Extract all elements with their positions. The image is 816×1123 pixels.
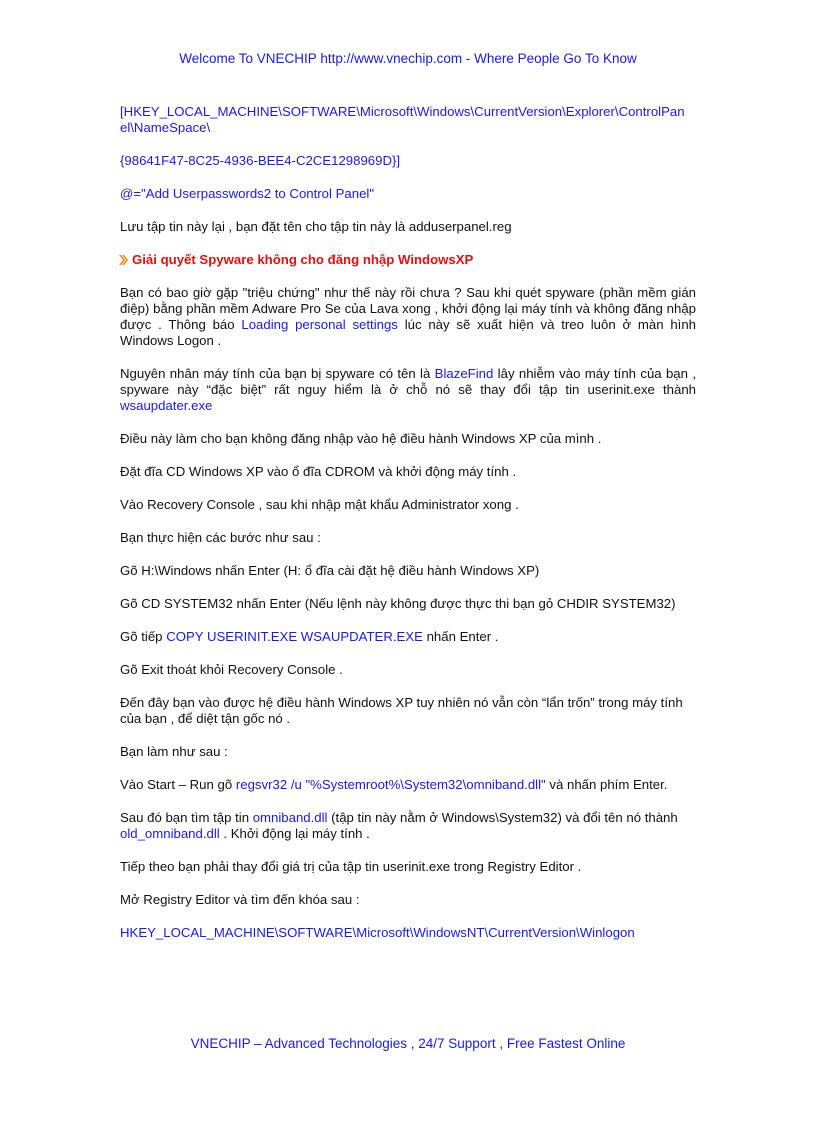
intro-text-2: lúc này sẽ xuất hiện và treo luôn ở màn hình Windows Logon . <box>120 317 696 348</box>
blazefind-link[interactable]: BlazeFind <box>434 366 494 381</box>
old-omniband-dll-link[interactable]: old_omniband.dll <box>120 826 220 841</box>
winlogon-key-link[interactable]: HKEY_LOCAL_MACHINE\SOFTWARE\Microsoft\WindowsNT\CurrentVersion\Winlogon <box>120 925 635 940</box>
rename-text-2: (tập tin này nằm ở Windows\System32) và đổi tên nó thành <box>327 810 678 825</box>
change-value-paragraph: Tiếp theo bạn phải thay đổi giá trị của tập tin userinit.exe trong Registry Editor . <box>120 859 582 874</box>
step-3-text-2: nhấn Enter . <box>422 629 499 644</box>
regsvr32-command-link[interactable]: regsvr32 /u "%Systemroot%\System32\omniband.dll" <box>235 777 546 792</box>
step-3-text-1: Gõ tiếp <box>120 629 167 644</box>
double-chevron-right-icon <box>119 254 129 266</box>
intro-text-1: Bạn có bao giờ gặp "triệu chứng" như thế này rồi chưa ? Sau khi quét spyware (phần mềm gián điệp) bằng phần mềm Adware Pro Se của Lava xong , khởi động lại máy tính và không đăng nhập được . Thông báo <box>120 285 696 332</box>
registry-key-controlpanel <box>120 104 696 136</box>
step-1: Gõ H:\Windows nhấn Enter (H: ổ đĩa cài đặt hệ điều hành Windows XP) <box>120 563 540 578</box>
registry-key-line-1: [HKEY_LOCAL_MACHINE\SOFTWARE\Microsoft\Windows\CurrentVersion\Explorer\ControlPan <box>120 104 685 119</box>
registry-guid: {98641F47-8C25-4936-BEE4-C2CE1298969D}] <box>120 153 401 168</box>
document-body <box>120 104 696 958</box>
page-footer: VNECHIP – Advanced Technologies , 24/7 Support , Free Fastest Online <box>190 1036 626 1051</box>
omniband-dll-link[interactable]: omniband.dll <box>252 810 328 825</box>
run-step <box>120 777 696 793</box>
steps-intro: Bạn thực hiện các bước như sau : <box>120 530 321 545</box>
intro-paragraph <box>120 285 696 349</box>
consequence-paragraph: Điều này làm cho bạn không đăng nhập vào hệ điều hành Windows XP của mình . <box>120 431 602 446</box>
page-header: Welcome To VNECHIP http://www.vnechip.com - Where People Go To Know <box>179 51 637 66</box>
section-heading-text: Giải quyết Spyware không cho đăng nhập WindowsXP <box>132 252 474 267</box>
open-regedit-paragraph: Mở Registry Editor và tìm đến khóa sau : <box>120 892 360 907</box>
do-as-follows: Bạn làm như sau : <box>120 744 228 759</box>
step-recovery-console: Vào Recovery Console , sau khi nhập mật khẩu Administrator xong . <box>120 497 519 512</box>
rename-text-1: Sau đó bạn tìm tập tin <box>120 810 253 825</box>
registry-default-value: @="Add Userpasswords2 to Control Panel" <box>120 186 375 201</box>
cause-paragraph <box>120 366 696 414</box>
section-heading <box>120 252 696 268</box>
cause-text-2: lây nhiễm vào máy tính của bạn , spyware này “đặc biệt” rất nguy hiểm là ở chỗ nó sẽ thay đổi tập tin userinit.exe thành <box>120 366 696 397</box>
run-step-text-1: Vào Start – Run gõ <box>120 777 236 792</box>
rename-text-3: . Khởi động lại máy tính . <box>219 826 370 841</box>
wsaupdater-link[interactable]: wsaupdater.exe <box>120 398 213 413</box>
hiding-note: Đến đây bạn vào được hệ điều hành Windows XP tuy nhiên nó vẫn còn “lẩn trốn” trong máy tính của bạn , để diệt tận gốc nó . <box>120 695 683 726</box>
registry-key-line-2: el\NameSpace\ <box>120 120 211 135</box>
step-4: Gõ Exit thoát khỏi Recovery Console . <box>120 662 343 677</box>
loading-settings-link[interactable]: Loading personal settings <box>241 317 398 332</box>
run-step-text-2: và nhấn phím Enter. <box>545 777 668 792</box>
rename-step <box>120 810 696 842</box>
step-2: Gõ CD SYSTEM32 nhấn Enter (Nếu lệnh này không được thực thi bạn gỏ CHDIR SYSTEM32) <box>120 596 676 611</box>
cause-text-1: Nguyên nhân máy tính của bạn bị spyware có tên là <box>120 366 435 381</box>
step-3 <box>120 629 696 645</box>
save-note: Lưu tập tin này lại , bạn đặt tên cho tập tin này là adduserpanel.reg <box>120 219 512 234</box>
step-insert-cd: Đặt đĩa CD Windows XP vào ổ đĩa CDROM và khởi động máy tính . <box>120 464 517 479</box>
copy-command-link[interactable]: COPY USERINIT.EXE WSAUPDATER.EXE <box>166 629 423 644</box>
